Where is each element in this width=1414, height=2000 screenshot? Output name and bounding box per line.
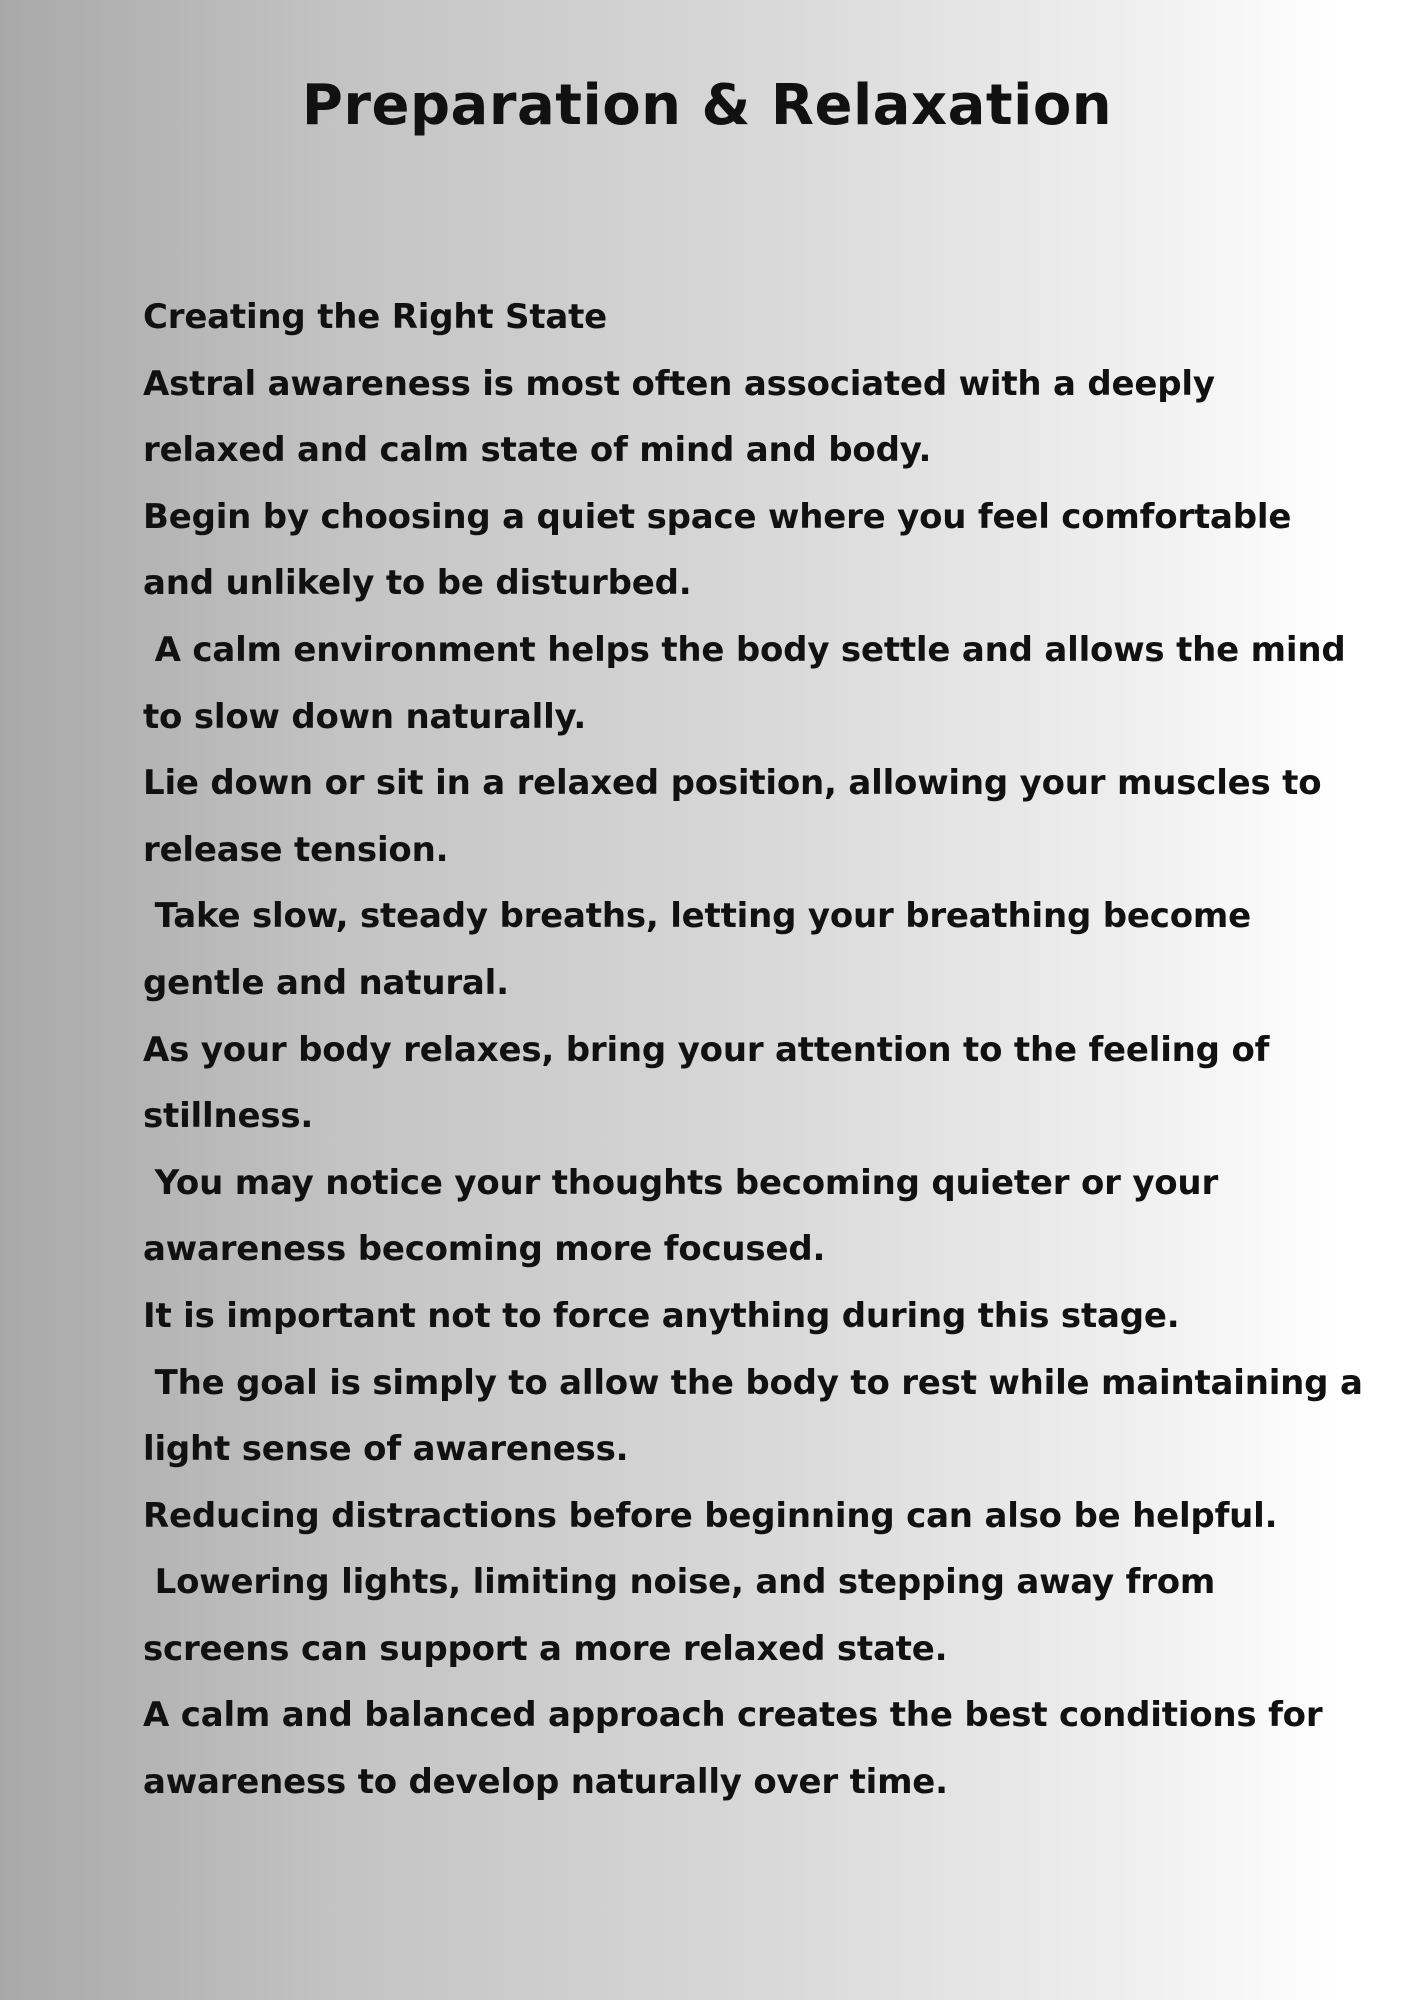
text-line: gentle and natural. <box>143 962 509 1003</box>
text-line: Take slow, steady breaths, letting your breathing become <box>143 896 1251 937</box>
text-line: You may notice your thoughts becoming quieter or your <box>143 1162 1219 1203</box>
text-line: It is important not to force anything during this stage. <box>143 1295 1180 1336</box>
text-line: relaxed and calm state of mind and body. <box>143 430 932 471</box>
text-line: Lie down or sit in a relaxed position, allowing your muscles to <box>143 763 1322 804</box>
text-line: Lowering lights, limiting noise, and stepping away from <box>143 1562 1216 1603</box>
text-line: A calm and balanced approach creates the best conditions for <box>143 1695 1323 1736</box>
page-title: Preparation & Relaxation <box>301 73 1113 138</box>
text-line: release tension. <box>143 829 449 870</box>
section-heading: Creating the Right State <box>143 297 608 337</box>
text-line: screens can support a more relaxed state. <box>143 1628 948 1669</box>
text-line: Astral awareness is most often associated with a deeply <box>143 363 1215 404</box>
text-line: stillness. <box>143 1096 314 1137</box>
body-text <box>143 284 1363 1816</box>
text-line: and unlikely to be disturbed. <box>143 563 692 604</box>
text-line: light sense of awareness. <box>143 1429 629 1470</box>
text-line: awareness to develop naturally over time. <box>143 1762 948 1803</box>
text-line: The goal is simply to allow the body to rest while maintaining a <box>143 1362 1363 1403</box>
text-line: As your body relaxes, bring your attention to the feeling of <box>143 1029 1270 1070</box>
text-line: Reducing distractions before beginning can also be helpful. <box>143 1495 1278 1536</box>
text-line: Begin by choosing a quiet space where you feel comfortable <box>143 496 1292 537</box>
text-line: awareness becoming more focused. <box>143 1229 826 1270</box>
text-line: A calm environment helps the body settle and allows the mind <box>143 629 1346 670</box>
text-line: to slow down naturally. <box>143 696 587 737</box>
